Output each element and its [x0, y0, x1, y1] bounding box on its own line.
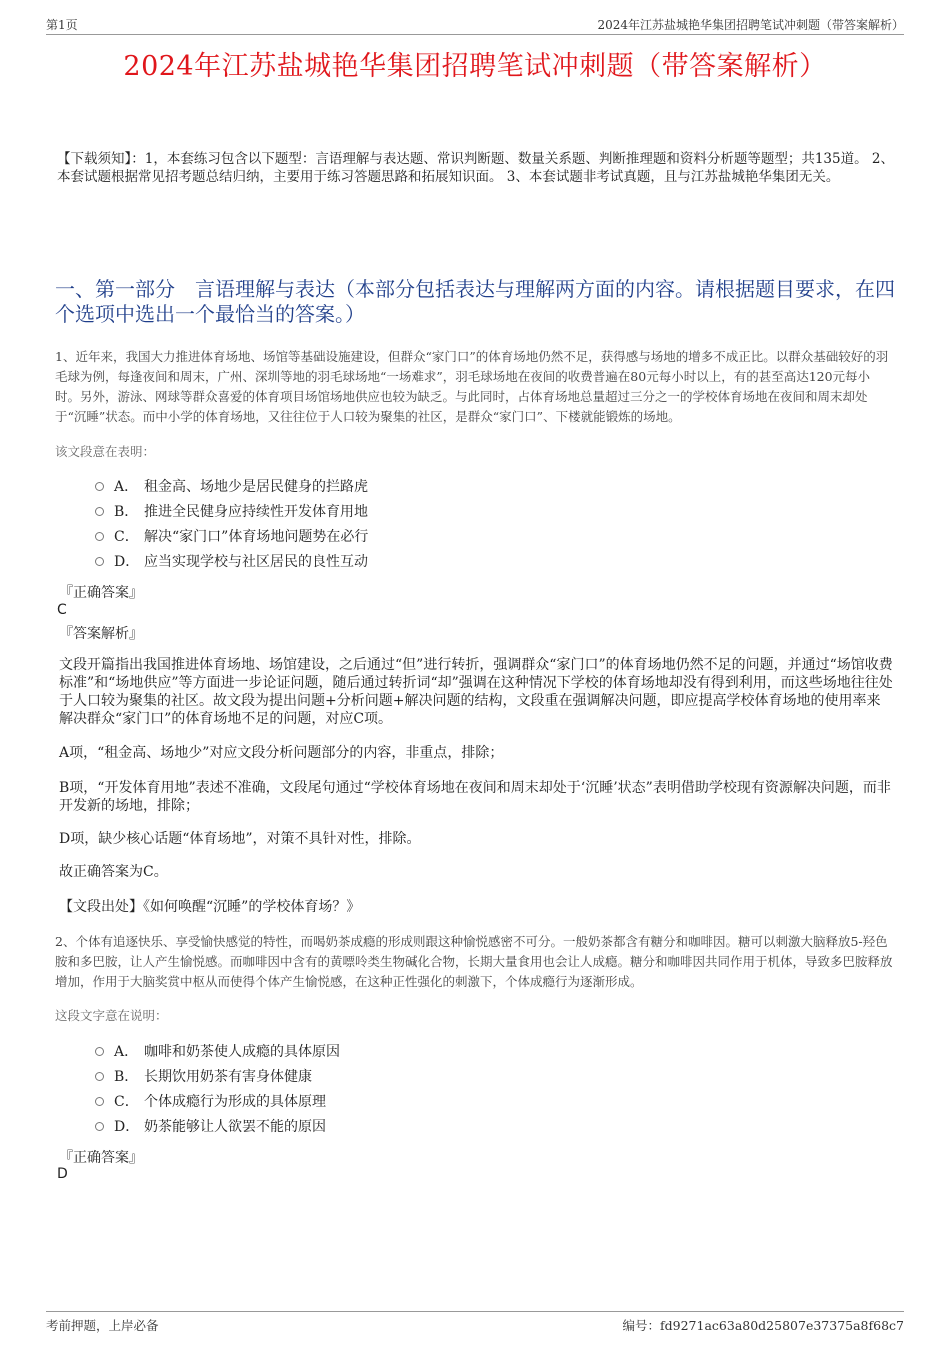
radio-icon[interactable]: [95, 482, 104, 491]
radio-icon[interactable]: [95, 1072, 104, 1081]
header-doc-title: 2024年江苏盐城艳华集团招聘笔试冲刺题（带答案解析）: [597, 18, 904, 32]
radio-icon[interactable]: [95, 557, 104, 566]
option-text: 应当实现学校与社区居民的良性互动: [144, 553, 368, 570]
answer-tag: 『正确答案』: [59, 585, 143, 601]
option-c[interactable]: [95, 1088, 340, 1113]
option-a[interactable]: [95, 1038, 340, 1063]
analysis-option-d: D项，缺少核心话题“体育场地”，对策不具针对性，排除。: [59, 831, 421, 847]
option-a[interactable]: [95, 473, 368, 498]
option-text: 个体成瘾行为形成的具体原理: [144, 1093, 326, 1110]
footer-slogan: 考前押题，上岸必备: [46, 1318, 159, 1333]
option-d[interactable]: [95, 1113, 340, 1138]
radio-icon[interactable]: [95, 532, 104, 541]
page-number: 第1页: [46, 18, 78, 32]
option-text: 租金高、场地少是居民健身的拦路虎: [144, 478, 368, 495]
page-footer: [46, 1311, 904, 1334]
question-2-options: [95, 1038, 340, 1138]
option-letter: C．: [114, 528, 139, 545]
option-letter: B．: [114, 503, 139, 520]
question-1-options: [95, 473, 368, 573]
question-2-stem: 2、个体有追逐快乐、享受愉快感觉的特性，而喝奶茶成瘾的形成则跟这种愉悦感密不可分。一般奶茶都含有糖分和咖啡因。糖可以刺激大脑释放5-羟色胺和多巴胺，让人产生愉悦感。而咖啡因中含有的黄嘌呤类生物碱化合物，长期大量食用也会让人成瘾。糖分和咖啡因共同作用于机体，导致多巴胺释放增加，作用于大脑奖赏中枢从而使得个体产生愉悦感，在这种正性强化的刺激下，个体成瘾行为逐渐形成。: [55, 934, 893, 989]
radio-icon[interactable]: [95, 1047, 104, 1056]
option-d[interactable]: [95, 548, 368, 573]
option-letter: A．: [114, 478, 139, 495]
option-text: 奶茶能够让人欲罢不能的原因: [144, 1118, 326, 1135]
option-letter: A．: [114, 1043, 139, 1060]
answer-tag: 『正确答案』: [59, 1150, 143, 1166]
option-text: 解决“家门口”体育场地问题势在必行: [144, 528, 369, 545]
page-header: [46, 14, 904, 35]
option-letter: D．: [114, 553, 140, 570]
analysis-option-a: A项，“租金高、场地少”对应文段分析问题部分的内容，非重点，排除；: [59, 745, 504, 761]
text-source: 【文段出处】《如何唤醒“沉睡”的学校体育场？》: [59, 899, 361, 915]
option-letter: C．: [114, 1093, 139, 1110]
answer-value: D: [57, 1166, 68, 1182]
option-c[interactable]: [95, 523, 368, 548]
option-text: 咖啡和奶茶使人成瘾的具体原因: [144, 1043, 340, 1060]
question-2-prompt: 这段文字意在说明：: [55, 1008, 168, 1023]
option-b[interactable]: [95, 498, 368, 523]
footer-serial: 编号：fd9271ac63a80d25807e37375a8f68c7: [622, 1318, 904, 1333]
question-1-stem: 1、近年来，我国大力推进体育场地、场馆等基础设施建设，但群众“家门口”的体育场地仍然不足，获得感与场地的增多不成正比。以群众基础较好的羽毛球为例，每逢夜间和周末，广州、深圳等地的羽毛球场地“一场难求”，羽毛球场地在夜间的收费普遍在80元每小时以上，有的甚至高达120元每小时。另外，游泳、网球等群众喜爱的体育项目场馆场地供应也较为缺乏。与此同时，占体育场地总量超过三分之一的学校体育场地在夜间和周末却处于“沉睡”状态。而中小学的体育场地，又往往位于人口较为聚集的社区，是群众“家门口”、下楼就能锻炼的场地。: [55, 349, 889, 424]
section-title: 一、第一部分 言语理解与表达（本部分包括表达与理解两方面的内容。请根据题目要求，在四个选项中选出一个最恰当的答案。）: [55, 277, 895, 326]
option-letter: B．: [114, 1068, 139, 1085]
analysis-option-b: B项，“开发体育用地”表述不准确，文段尾句通过“学校体育场地在夜间和周末却处于‘沉睡’状态”表明借助学校现有资源解决问题，而非开发新的场地，排除；: [59, 780, 891, 814]
answer-value: C: [57, 602, 67, 618]
analysis-conclusion: 故正确答案为C。: [59, 864, 168, 880]
radio-icon[interactable]: [95, 507, 104, 516]
analysis-text: 文段开篇指出我国推进体育场地、场馆建设，之后通过“但”进行转折，强调群众“家门口”的体育场地仍然不足的问题，并通过“场馆收费标准”和“场地供应”等方面进一步论证问题，随后通过转折词“却”强调在这种情况下学校的体育场地却没有得到利用，而这些场地往往处于人口较为聚集的社区。故文段为提出问题+分析问题+解决问题的结构，文段重在强调解决问题，即应提高学校体育场地的使用率来解决群众“家门口”的体育场地不足的问题，对应C项。: [59, 657, 893, 727]
option-text: 推进全民健身应持续性开发体育用地: [144, 503, 368, 520]
document-title: 2024年江苏盐城艳华集团招聘笔试冲刺题（带答案解析）: [123, 51, 827, 82]
radio-icon[interactable]: [95, 1122, 104, 1131]
option-text: 长期饮用奶茶有害身体健康: [144, 1068, 312, 1085]
option-b[interactable]: [95, 1063, 340, 1088]
analysis-tag: 『答案解析』: [59, 626, 143, 642]
option-letter: D．: [114, 1118, 140, 1135]
download-notice: 【下载须知】：1，本套练习包含以下题型：言语理解与表达题、常识判断题、数量关系题、判断推理题和资料分析题等题型；共135道。 2、本套试题根据常见招考题总结归纳，主要用于练习答题思路和拓展知识面。 3、本套试题非考试真题，且与江苏盐城艳华集团无关。: [57, 151, 894, 185]
radio-icon[interactable]: [95, 1097, 104, 1106]
question-1-prompt: 该文段意在表明：: [55, 444, 156, 459]
